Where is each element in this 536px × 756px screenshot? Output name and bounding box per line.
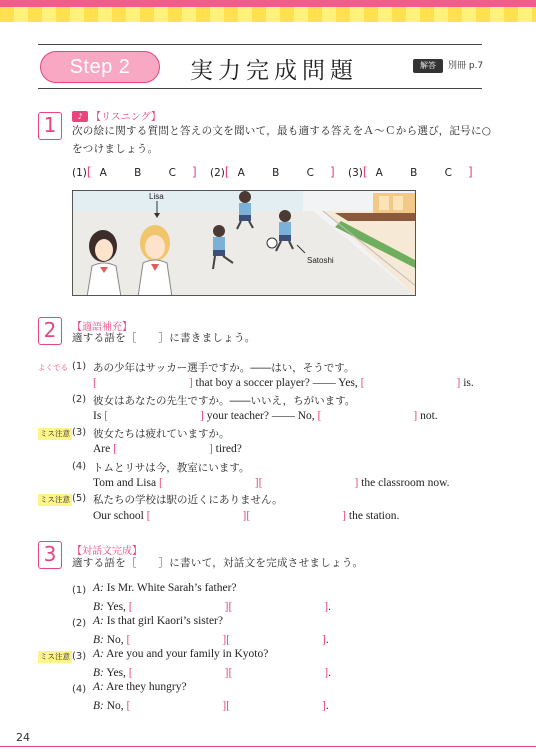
- q2-instruction: 適する語を［ ］に書きましょう。: [72, 332, 256, 344]
- q3-3-badge: ミス注意: [40, 652, 70, 661]
- q3-2-line-b: B: No, [ ][ ].: [93, 631, 329, 647]
- schoolyard-scene: [73, 191, 416, 296]
- q2-tag: 【適語補充】: [72, 322, 132, 333]
- q2-5-blank-2[interactable]: [ ]: [246, 510, 347, 522]
- q2-2-number: (2): [72, 394, 87, 405]
- q2-4-english: Tom and Lisa [ ][ ] the classroom now.: [93, 474, 450, 490]
- lisa-label: Lisa: [149, 192, 164, 201]
- q3-1-line-b: B: Yes, [ ][ ].: [93, 598, 331, 614]
- q2-1-english: [ ] that boy a soccer player? ―― Yes, [ ] is.: [93, 374, 474, 390]
- q2-4-japanese: トムとリサは今，教室にいます。: [93, 462, 250, 474]
- footer-rule: [0, 746, 536, 747]
- q2-5-blank-1[interactable]: [ ]: [146, 510, 247, 522]
- q2-1-number: (1): [72, 361, 87, 372]
- page-title: 実力完成問題: [190, 58, 358, 84]
- q3-3-blank-2[interactable]: [ ]: [228, 667, 329, 679]
- question-number-3: 3: [38, 541, 62, 569]
- q3-2-blank-2[interactable]: [ ]: [226, 634, 326, 646]
- q3-2-line-a: A: Is that girl Kaori’s sister?: [93, 615, 223, 627]
- q1-choice-2[interactable]: (2)[ A B C ]: [210, 165, 335, 179]
- q1-choice-row: [72, 165, 483, 179]
- satoshi-label: Satoshi: [307, 256, 334, 265]
- q2-3-english: Are [ ] tired?: [93, 440, 242, 456]
- music-note-icon: ♪: [72, 111, 88, 122]
- q1-choice-3[interactable]: (3)[ A B C ]: [348, 165, 473, 179]
- q3-3-line-a: A: Are you and your family in Kyoto?: [93, 648, 269, 660]
- q2-5-number: (5): [72, 493, 87, 504]
- q1-choice-1[interactable]: (1)[ A B C ]: [72, 165, 197, 179]
- q2-4-number: (4): [72, 461, 87, 472]
- q3-1-line-a: A: Is Mr. White Sarah’s father?: [93, 582, 237, 594]
- listening-illustration: [72, 190, 416, 296]
- q3-tag: 【対話文完成】: [72, 546, 142, 557]
- header-rule-bottom: [38, 88, 482, 89]
- q1-tag-label: 【リスニング】: [91, 112, 161, 123]
- q2-1-blank-1[interactable]: [ ]: [93, 377, 193, 389]
- soccer-ball: [267, 238, 277, 248]
- q3-instruction: 適する語を［ ］に書いて，対話文を完成させましょう。: [72, 557, 364, 569]
- q2-3-blank[interactable]: [ ]: [113, 443, 213, 455]
- q3-1-number: (1): [72, 585, 87, 596]
- step-badge: Step 2: [40, 51, 160, 83]
- q1-tag: [72, 108, 161, 123]
- q2-1-blank-2[interactable]: [ ]: [360, 377, 461, 389]
- q3-4-line-b: B: No, [ ][ ].: [93, 697, 329, 713]
- q2-3-japanese: 彼女たちは疲れていますか。: [93, 428, 230, 440]
- q2-3-number: (3): [72, 427, 87, 438]
- header-rule-top: [38, 44, 482, 45]
- q3-4-number: (4): [72, 684, 87, 695]
- q2-1-badge: よくでる: [38, 363, 68, 372]
- top-decorative-band: [0, 0, 536, 22]
- answer-tag: 解答: [413, 59, 443, 73]
- q3-1-blank-2[interactable]: [ ]: [228, 601, 329, 613]
- q3-3-line-b: B: Yes, [ ][ ].: [93, 664, 331, 680]
- q2-5-japanese: 私たちの学校は駅の近くにありません。: [93, 494, 283, 506]
- q3-1-blank-1[interactable]: [ ]: [128, 601, 229, 613]
- q3-4-line-a: A: Are they hungry?: [93, 681, 187, 693]
- q1-instruction-line2: をつけましょう。: [72, 143, 159, 155]
- q3-2-number: (2): [72, 618, 87, 629]
- q3-3-blank-1[interactable]: [ ]: [128, 667, 229, 679]
- q2-2-blank-1[interactable]: [ ]: [104, 410, 204, 422]
- q2-4-blank-1[interactable]: [ ]: [158, 477, 259, 489]
- q2-2-english: Is [ ] your teacher? ―― No, [ ] not.: [93, 407, 438, 423]
- answer-reference: 別冊 p.7: [448, 61, 484, 71]
- q3-3-number: (3): [72, 651, 87, 662]
- q3-4-blank-1[interactable]: [ ]: [126, 700, 227, 712]
- question-number-2: 2: [38, 317, 62, 345]
- q2-5-english: Our school [ ][ ] the station.: [93, 507, 399, 523]
- q2-4-blank-2[interactable]: [ ]: [258, 477, 359, 489]
- q2-2-japanese: 彼女はあなたの先生ですか。――いいえ，ちがいます。: [93, 395, 356, 407]
- q2-1-japanese: あの少年はサッカー選手ですか。――はい，そうです。: [93, 362, 355, 374]
- q3-2-blank-1[interactable]: [ ]: [126, 634, 227, 646]
- q3-4-blank-2[interactable]: [ ]: [226, 700, 326, 712]
- q2-2-blank-2[interactable]: [ ]: [317, 410, 418, 422]
- page-number: 24: [16, 731, 30, 744]
- question-number-1: 1: [38, 112, 62, 140]
- q1-instruction-line1: 次の絵に関する質問と答えの文を聞いて，最も適する答えをＡ～Ｃから選び，記号に○: [72, 125, 492, 137]
- q2-5-badge: ミス注意: [40, 495, 70, 504]
- q2-3-badge: ミス注意: [40, 429, 70, 438]
